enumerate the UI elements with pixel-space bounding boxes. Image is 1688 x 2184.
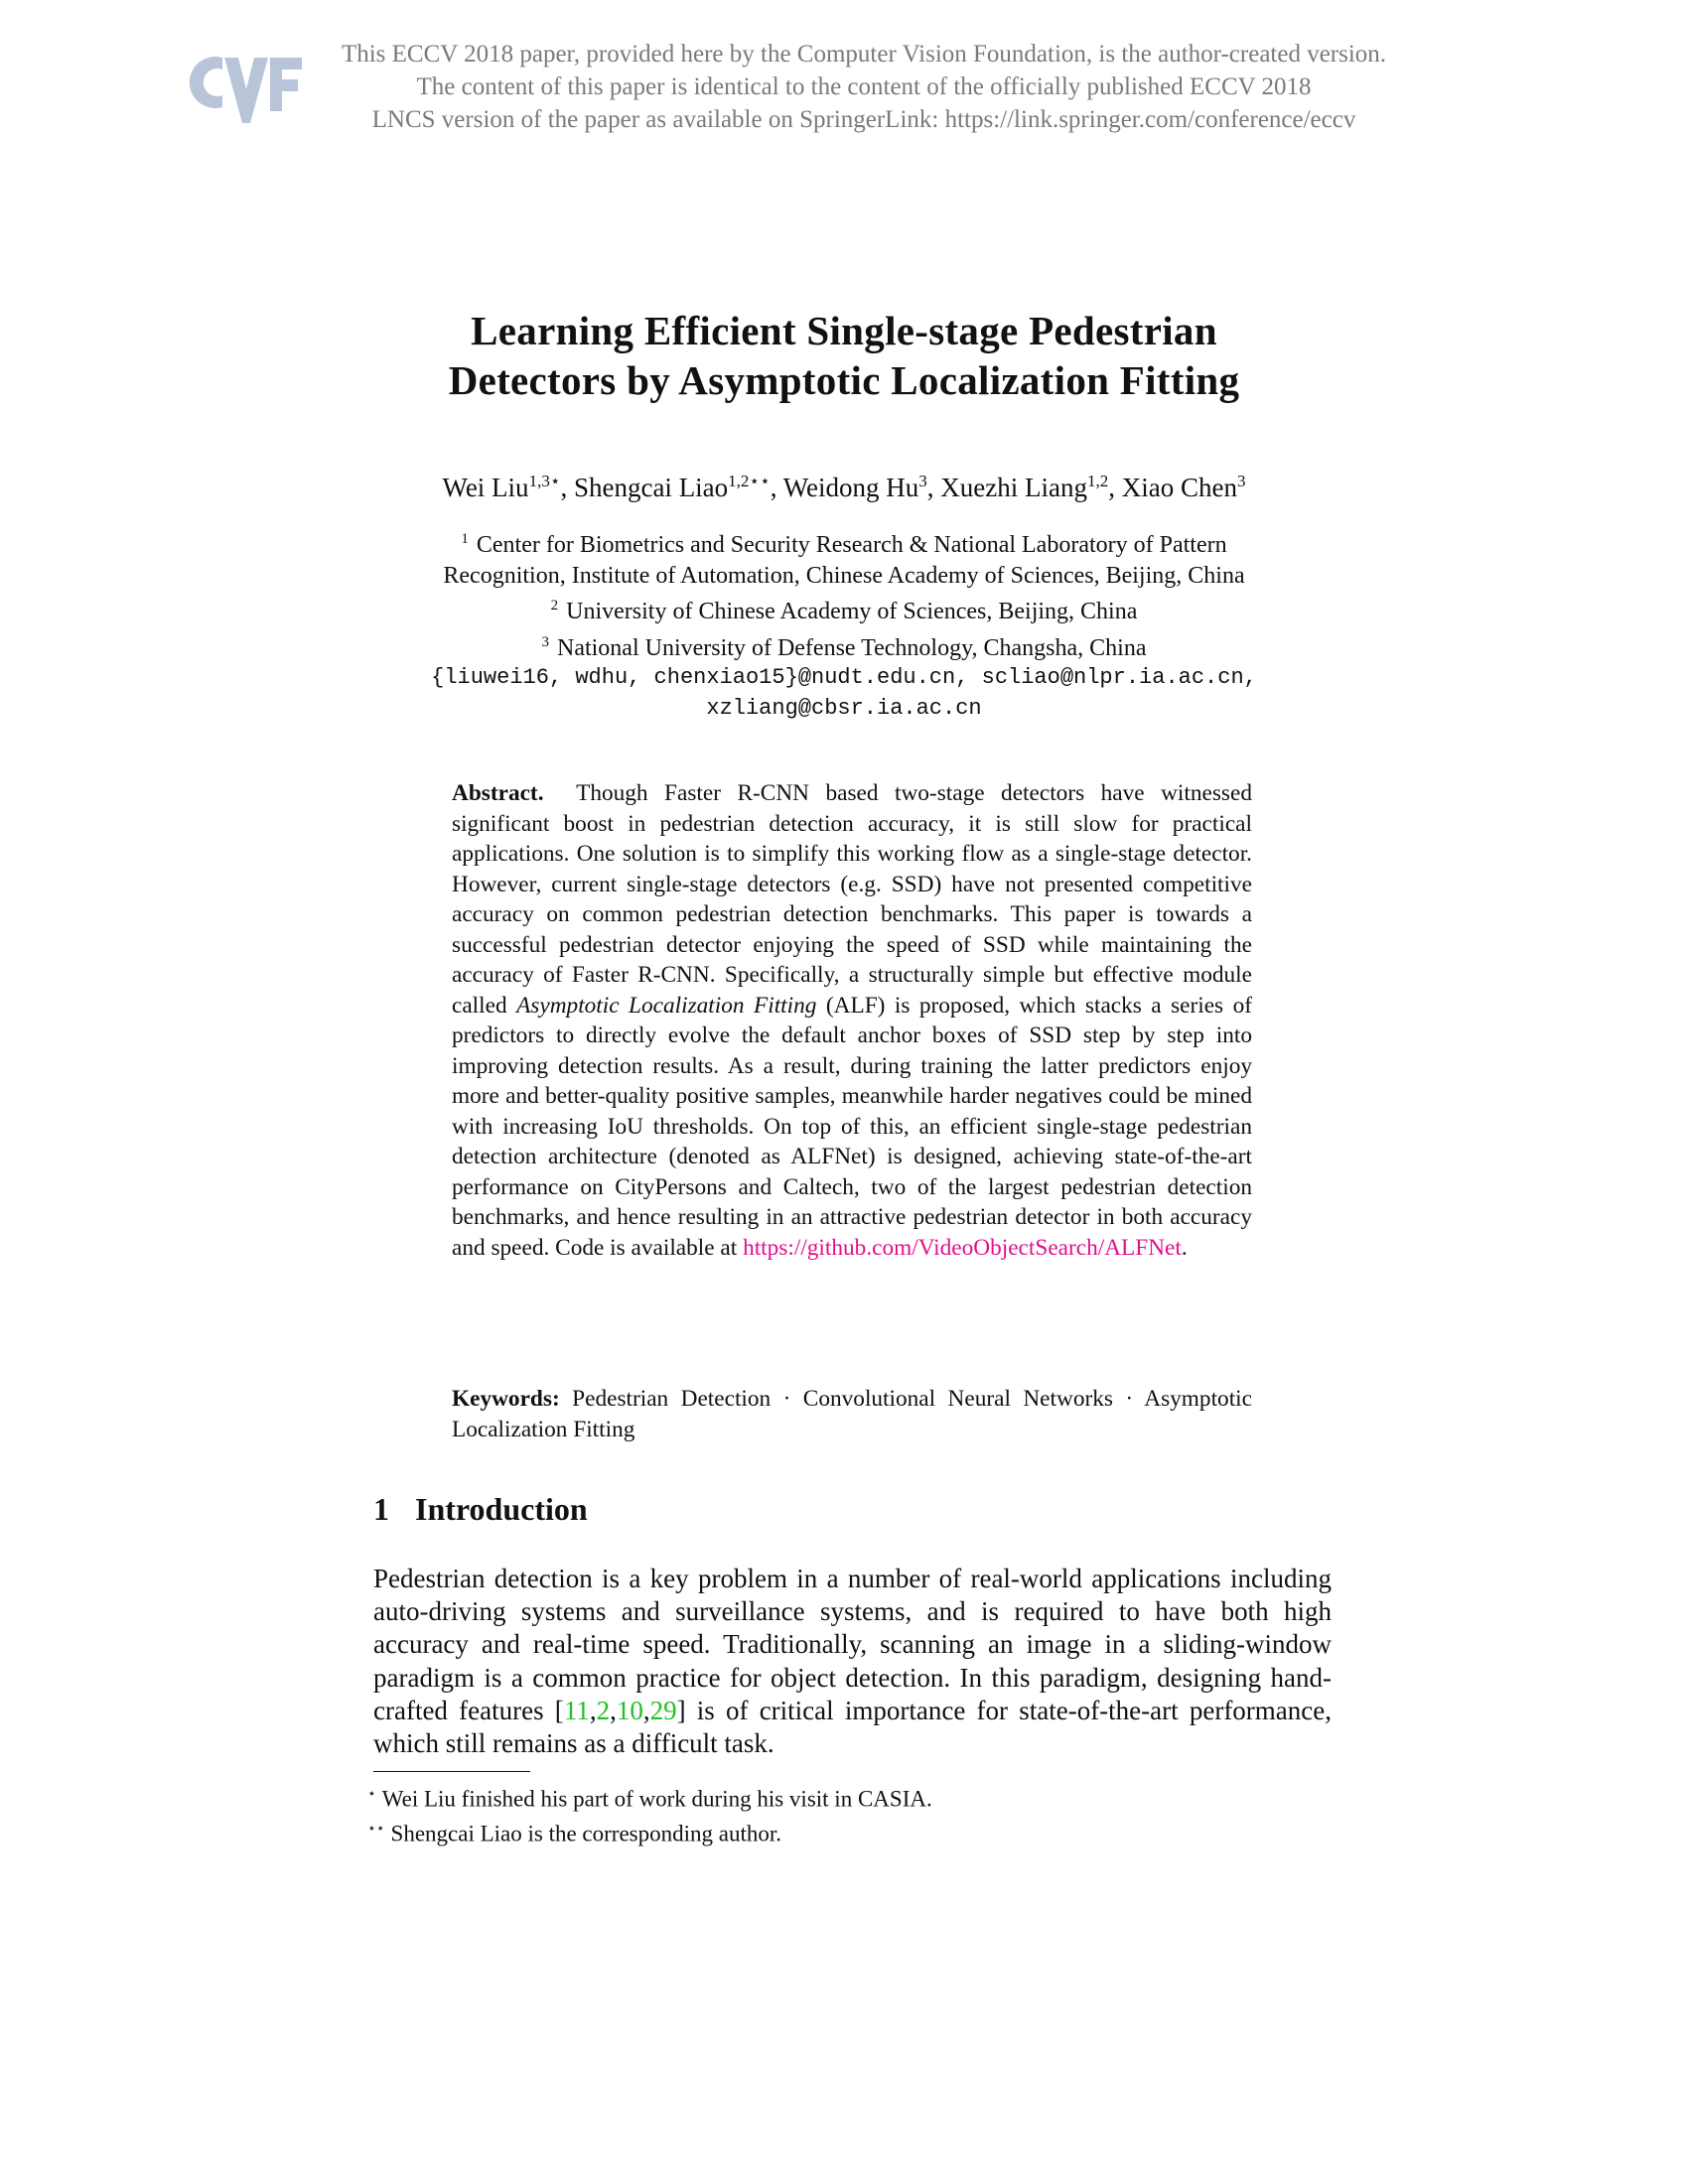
abstract-text: Though Faster R-CNN based two-stage detectors have witnessed significant boost in pedestrian detection accuracy, it is still slow for practical applications. One solution is to simplify this working flow as a single-stage detector. However, current single-stage detectors (e.g. SSD) have not presented competitive accuracy on common pedestrian detection benchmarks. This paper is towards a successful pedestrian detector enjoying the speed of SSD while maintaining the accuracy of Faster R-CNN. Specifically, a structurally simple but effective module called	[452, 780, 1252, 1019]
author-affil-mark: 3	[1236, 472, 1246, 490]
affil-mark: 2	[550, 598, 559, 614]
intro-paragraph: Pedestrian detection is a key problem in a number of real-world applications including auto-driving systems and surveillance systems, and is required to have both high accuracy and real-time speed. Traditionally, scanning an image in a sliding-window paradigm is a common practice for object detection. In this paradigm, designing hand-crafted features [11,2,10,29] is of critical importance for state-of-the-art performance, which still remains as a difficult task.	[373, 1564, 1333, 1759]
intro-text: Pedestrian detection is a key problem in a number of real-world applications including auto-driving systems and surveillance systems, and is required to have both high accuracy and real-time speed. Traditionally, scanning an image in a sliding-window paradigm is a common practice for object detection. In this paradigm, designing hand-crafted features [	[373, 1564, 1332, 1725]
section-heading	[373, 1489, 588, 1529]
keywords	[452, 1384, 1252, 1445]
author-affil-mark: 1,2⋆⋆	[728, 472, 771, 490]
affil-mark: 3	[541, 633, 549, 650]
watermark-line: The content of this paper is identical to the content of the officially published ECCV 2018	[416, 73, 1312, 100]
citation-link[interactable]: 10	[616, 1695, 643, 1725]
author-name: Xiao Chen	[1121, 473, 1237, 502]
author-name: Shengcai Liao	[573, 473, 729, 502]
cvf-logo-icon	[185, 46, 304, 125]
author-list: Wei Liu$^{1,3⋆}$, Shengcai Liao$^{1,2⋆⋆}$, Weidong Hu$^3$, Xuezhi Liang$^{1,2}$, Xiao Chen$^3$	[442, 472, 1246, 502]
author-affil-mark: 3	[918, 472, 927, 490]
affil-text: National University of Defense Technology, Changsha, China	[556, 634, 1147, 661]
affiliation-1	[298, 524, 1390, 561]
affil-text: University of Chinese Academy of Sciences, Beijing, China	[566, 599, 1138, 624]
abstract-text: (ALF) is proposed, which stacks a series of predictors to directly evolve the default anchor boxes of SSD step by step into improving detection results. As a result, during training the latter predictors enjoy more and better-quality positive samples, meanwhile harder negatives could be mined with increasing IoU thresholds. On top of this, an efficient single-stage pedestrian detection architecture (denoted as ALFNet) is designed, achieving state-of-the-art performance on CityPersons and Caltech, two of the largest pedestrian detection benchmarks, and hence resulting in an attractive pedestrian detector in both accuracy and speed. Code is available at	[452, 992, 1252, 1261]
watermark-notice	[298, 38, 1430, 136]
email-line: xzliang@cbsr.ia.ac.cn	[706, 695, 982, 721]
affil-mark: 1	[461, 531, 469, 547]
citation-link[interactable]: 11	[563, 1695, 590, 1725]
author-name: Xuezhi Liang	[940, 473, 1087, 502]
abstract-end: .	[1181, 1234, 1188, 1261]
footnote-mark: ⋆	[367, 1787, 376, 1802]
footnote	[367, 1815, 1340, 1849]
citation-link[interactable]: 2	[596, 1695, 611, 1725]
author-affil-mark: 1,2	[1087, 472, 1109, 490]
footnotes	[367, 1780, 1340, 1848]
title-line: Learning Efficient Single-stage Pedestrian	[471, 308, 1217, 353]
section-title: Introduction	[415, 1491, 588, 1527]
author-affil-mark: 1,3⋆	[528, 472, 561, 490]
footnote	[367, 1780, 1340, 1815]
author-name: Weidong Hu	[782, 473, 919, 502]
footnote-divider	[373, 1771, 530, 1772]
affil-text: Center for Biometrics and Security Research & National Laboratory of Pattern	[476, 532, 1227, 558]
section-number: 1	[373, 1491, 389, 1527]
paper-title	[298, 306, 1390, 405]
title-line: Detectors by Asymptotic Localization Fitting	[448, 357, 1240, 403]
keywords-label: Keywords:	[452, 1386, 560, 1412]
email-line: {liuwei16, wdhu, chenxiao15}@nudt.edu.cn, scliao@nlpr.ia.ac.cn,	[431, 665, 1257, 690]
footnote-text: Shengcai Liao is the corresponding author.	[390, 1821, 781, 1846]
abstract-emphasis: Asymptotic Localization Fitting	[516, 992, 817, 1019]
abstract-label: Abstract.	[452, 780, 544, 806]
watermark-line: LNCS version of the paper as available on SpringerLink: https://link.springer.com/conference/eccv	[371, 106, 1356, 133]
watermark-line: This ECCV 2018 paper, provided here by the Computer Vision Foundation, is the author-created version.	[341, 41, 1387, 68]
keywords-text: Pedestrian Detection · Convolutional Neural Networks · Asymptotic Localization Fitting	[452, 1386, 1252, 1442]
affiliation-2	[298, 591, 1390, 627]
abstract	[452, 778, 1252, 1263]
intro-text: ] is of critical importance for state-of-the-art performance, which still remains as a difficult task.	[373, 1695, 1333, 1759]
affiliations	[298, 524, 1390, 724]
footnote-text: Wei Liu finished his part of work during his visit in CASIA.	[381, 1786, 932, 1812]
author-name: Wei Liu	[442, 473, 529, 502]
code-link[interactable]: https://github.com/VideoObjectSearch/ALFNet	[743, 1234, 1182, 1261]
affiliation-3	[298, 627, 1390, 664]
citation-link[interactable]: 29	[649, 1695, 677, 1725]
affiliation-1-cont: Recognition, Institute of Automation, Chinese Academy of Sciences, Beijing, China	[443, 562, 1245, 589]
footnote-mark: ⋆⋆	[367, 1821, 385, 1837]
